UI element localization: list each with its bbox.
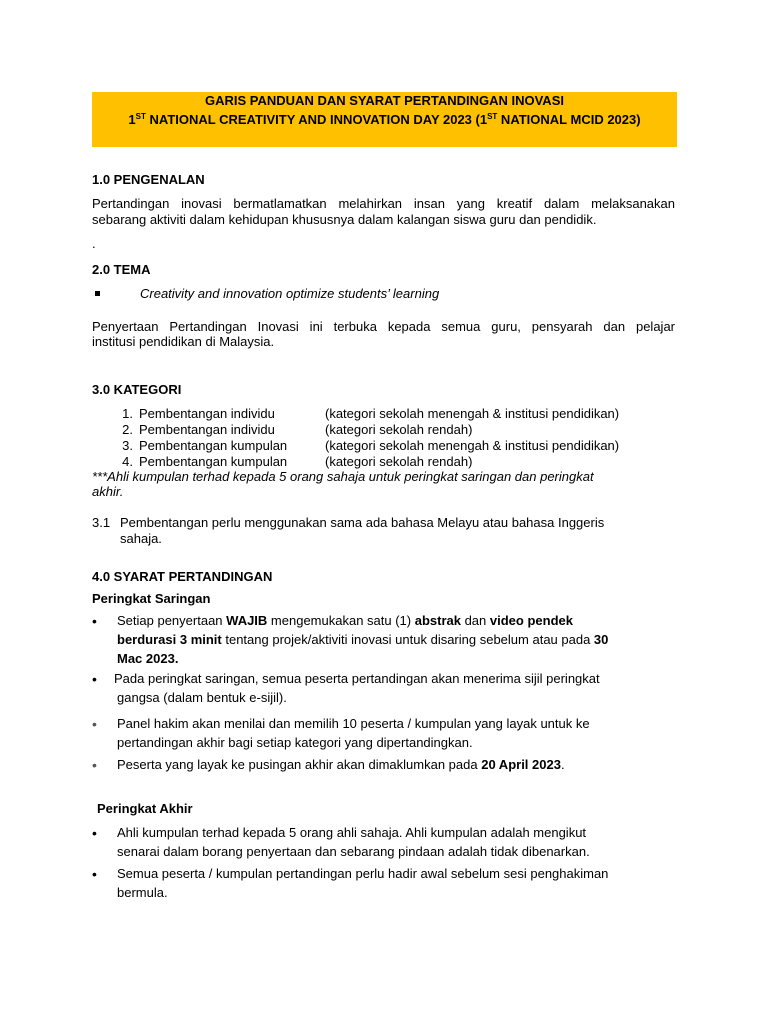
text-run: Setiap penyertaan [117,613,227,628]
text-run: senarai dalam borang penyertaan dan sebarang pindaan adalah tidak dibenarkan. [117,844,590,859]
kategori-note-line1: ***Ahli kumpulan terhad kepada 5 orang sahaja untuk peringkat saringan dan peringkat [92,469,594,484]
text-run-bold: 30 [593,632,609,647]
list-item [115,422,675,438]
list-category: (kategori sekolah rendah) [325,422,473,437]
section-heading-kategori: 3.0 KATEGORI [92,382,182,397]
list-number: 1. [122,406,133,421]
list-category: (kategori sekolah menengah & institusi pendidikan) [325,438,620,453]
intro-paragraph-line2: sebarang aktiviti dalam kehidupan khususnya dalam kalangan siswa guru dan pendidik. [92,212,597,227]
banner-superscript: ST [487,112,498,121]
tema-paragraph-line1: Penyertaan Pertandingan Inovasi ini terbuka kepada semua guru, pensyarah dan pelajar [92,319,675,334]
subsection-line1: Pembentangan perlu menggunakan sama ada bahasa Melayu atau bahasa Inggeris [120,515,605,530]
subsection-line2: sahaja. [120,531,162,546]
list-category: (kategori sekolah rendah) [325,454,473,469]
subheading-peringkat-akhir: Peringkat Akhir [97,801,193,816]
list-number: 3. [122,438,133,453]
text-run: bermula. [117,885,168,900]
text-run: Panel hakim akan menilai dan memilih 10 peserta / kumpulan yang layak untuk ke [117,716,590,731]
list-type: Pembentangan kumpulan [139,454,288,469]
bullet-icon: • [92,825,97,841]
text-run-bold: WAJIB [226,613,268,628]
kategori-note-line2: akhir. [92,484,124,499]
banner-line2-part: NATIONAL CREATIVITY AND INNOVATION DAY 2023 (1 [145,112,488,127]
text-run: mengemukakan satu (1) [267,613,415,628]
stray-dot: . [92,236,96,251]
banner-title-line2 [92,112,677,128]
banner-superscript: ST [135,112,146,121]
bullet-icon: • [92,613,97,629]
text-run: Ahli kumpulan terhad kepada 5 orang ahli sahaja. Ahli kumpulan adalah mengikut [117,825,587,840]
section-heading-tema: 2.0 TEMA [92,262,151,277]
list-item [117,823,675,861]
banner-line2-part: NATIONAL MCID 2023) [497,112,641,127]
intro-paragraph-line1: Pertandingan inovasi bermatlamatkan melahirkan insan yang kreatif dalam melaksanakan [92,196,675,211]
list-item [114,669,672,707]
tema-paragraph-line2: institusi pendidikan di Malaysia. [92,334,275,349]
list-number: 2. [122,422,133,437]
text-run: dan [460,613,490,628]
list-number: 4. [122,454,133,469]
section-heading-pengenalan: 1.0 PENGENALAN [92,172,205,187]
text-run: tentang projek/aktiviti inovasi untuk disaring sebelum atau pada [221,632,594,647]
text-run: pertandingan akhir bagi setiap kategori yang dipertandingkan. [117,735,473,750]
list-item [117,864,675,902]
list-type: Pembentangan kumpulan [139,438,288,453]
list-item [117,755,675,774]
list-item [115,438,675,454]
square-bullet-icon [95,291,100,296]
banner-title-line1: GARIS PANDUAN DAN SYARAT PERTANDINGAN INOVASI [205,93,564,108]
bullet-icon: • [92,716,97,732]
list-type: Pembentangan individu [139,406,275,421]
text-run-bold: Mac 2023. [117,651,179,666]
text-run-bold: berdurasi 3 minit [117,632,222,647]
text-run-bold: video pendek [489,613,573,628]
text-run-bold: 20 April 2023 [481,757,561,772]
bullet-icon: • [92,671,97,687]
title-banner [92,92,677,147]
list-item [117,714,675,752]
subsection-number: 3.1 [92,515,111,530]
list-type: Pembentangan individu [139,422,275,437]
banner-line2-part: 1 [128,112,136,127]
bullet-icon: • [92,757,97,773]
text-run: Semua peserta / kumpulan pertandingan perlu hadir awal sebelum sesi penghakiman [117,866,609,881]
list-item [115,406,675,422]
bullet-icon: • [92,866,97,882]
text-run: . [560,757,565,772]
subheading-peringkat-saringan: Peringkat Saringan [92,591,211,606]
section-heading-syarat: 4.0 SYARAT PERTANDINGAN [92,569,273,584]
list-item [117,611,675,668]
list-category: (kategori sekolah menengah & institusi pendidikan) [325,406,620,421]
text-run: Peserta yang layak ke pusingan akhir akan dimaklumkan pada [117,757,482,772]
tema-item: Creativity and innovation optimize students’ learning [140,286,440,301]
text-run: gangsa (dalam bentuk e-sijil). [117,690,287,705]
text-run: Pada peringkat saringan, semua peserta pertandingan akan menerima sijil peringkat [114,671,600,686]
list-item [115,454,675,470]
text-run-bold: abstrak [414,613,461,628]
